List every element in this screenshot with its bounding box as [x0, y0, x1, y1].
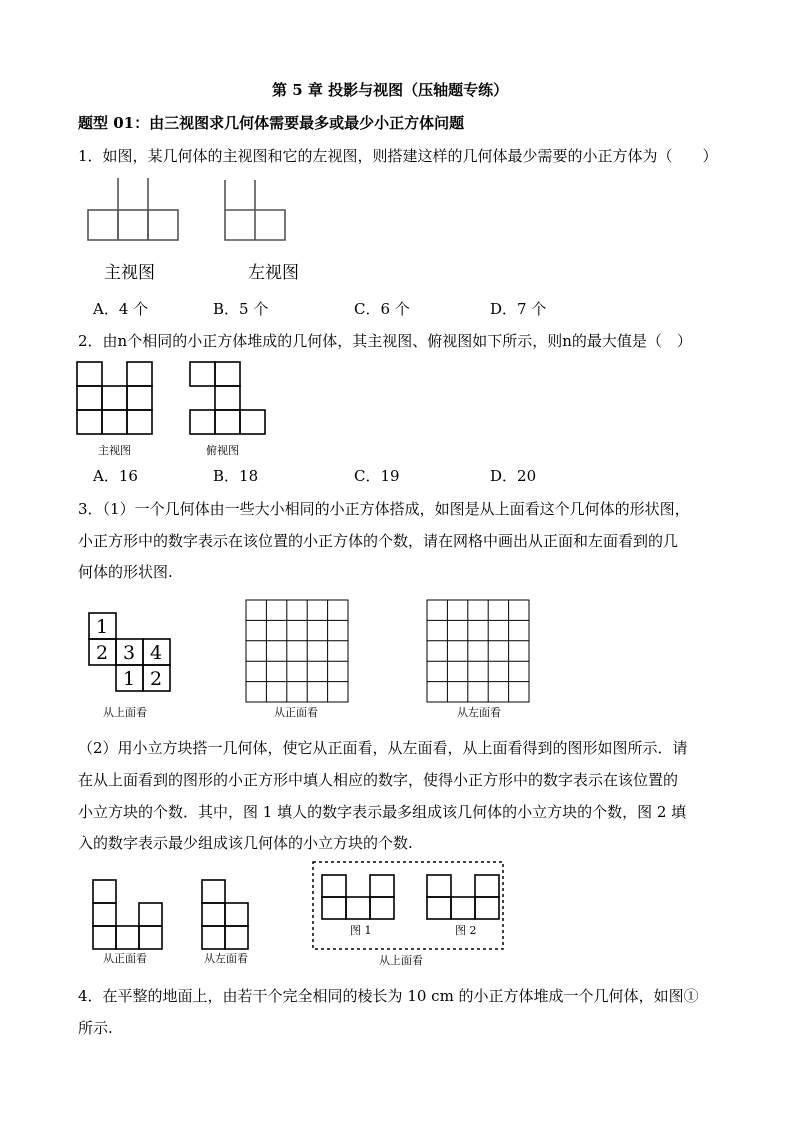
- grid-number: 4: [150, 642, 163, 664]
- q3-part2-line3: 小立方块的个数．其中，图 1 填人的数字表示最多组成该几何体的小立方块的个数，图 2 填: [78, 803, 687, 821]
- q1-option-d: D．7 个: [490, 300, 547, 318]
- q1-option-c: C．6 个: [354, 300, 410, 318]
- q2-option-a: A．16: [93, 467, 138, 485]
- q2-top-label: 俯视图: [206, 444, 239, 457]
- grid-number: 2: [96, 642, 109, 664]
- q3-front-grid-label: 从正面看: [274, 706, 318, 719]
- q3-2-front-view: [93, 880, 162, 949]
- section-heading: 题型 01：由三视图求几何体需要最多或最少小正方体问题: [78, 114, 465, 132]
- q1-left-label: 左视图: [248, 263, 299, 283]
- q3-2-left-label: 从左面看: [204, 952, 248, 965]
- grid-number: 2: [150, 668, 163, 690]
- grid-number: 1: [96, 616, 109, 638]
- q3-2-fig1-label: 图 1: [350, 924, 372, 937]
- q1-stem: 1．如图，某几何体的主视图和它的左视图，则搭建这样的几何体最少需要的小正方体为（ ）: [78, 147, 718, 165]
- q3-2-front-label: 从正面看: [103, 952, 147, 965]
- q3-part1-line2: 小正方形中的数字表示在该位置的小正方体的个数，请在网格中画出从正面和左面看到的几: [78, 532, 679, 550]
- q3-2-left-view: [202, 880, 248, 949]
- grid-number: 3: [123, 642, 136, 664]
- q1-option-b: B．5 个: [213, 300, 269, 318]
- q4-line1: 4．在平整的地面上，由若干个完全相同的棱长为 10 cm 的小正方体堆成一个几何体，如图①: [78, 987, 699, 1005]
- q2-option-b: B．18: [213, 467, 259, 485]
- q3-2-fig2-label: 图 2: [455, 924, 477, 937]
- q3-left-grid-label: 从左面看: [457, 706, 501, 719]
- q2-option-c: C．19: [354, 467, 400, 485]
- q3-2-top-fig1: [322, 875, 394, 919]
- grid-number: 1: [123, 668, 136, 690]
- q3-part1-line1: 3．（1）一个几何体由一些大小相同的小正方体搭成，如图是从上面看这个几何体的形状图，: [78, 500, 690, 518]
- q3-part2-line2: 在从上面看到的图形的小正方形中填人相应的数字，使得小正方形中的数字表示在该位置的: [78, 771, 679, 789]
- q3-part2-line4: 入的数字表示最少组成该几何体的小立方块的个数.: [78, 834, 413, 852]
- q3-part2-line1: （2）用小立方块搭一几何体，使它从正面看，从左面看，从上面看得到的图形如图所示．请: [78, 739, 688, 757]
- q3-2-top-label: 从上面看: [379, 954, 423, 967]
- q3-top-label: 从上面看: [103, 706, 147, 719]
- q4-line2: 所示.: [78, 1019, 113, 1037]
- q3-part1-line3: 何体的形状图.: [78, 563, 173, 581]
- q2-stem: 2．由n个相同的小正方体堆成的几何体，其主视图、俯视图如下所示，则n的最大值是（ ）: [78, 332, 692, 350]
- q1-front-label: 主视图: [104, 263, 155, 283]
- page-title: 第 5 章 投影与视图（压轴题专练）: [272, 81, 509, 99]
- q2-front-label: 主视图: [98, 444, 131, 457]
- q2-option-d: D．20: [490, 467, 537, 485]
- q3-2-top-fig2: [427, 875, 499, 919]
- q1-option-a: A．4 个: [93, 300, 149, 318]
